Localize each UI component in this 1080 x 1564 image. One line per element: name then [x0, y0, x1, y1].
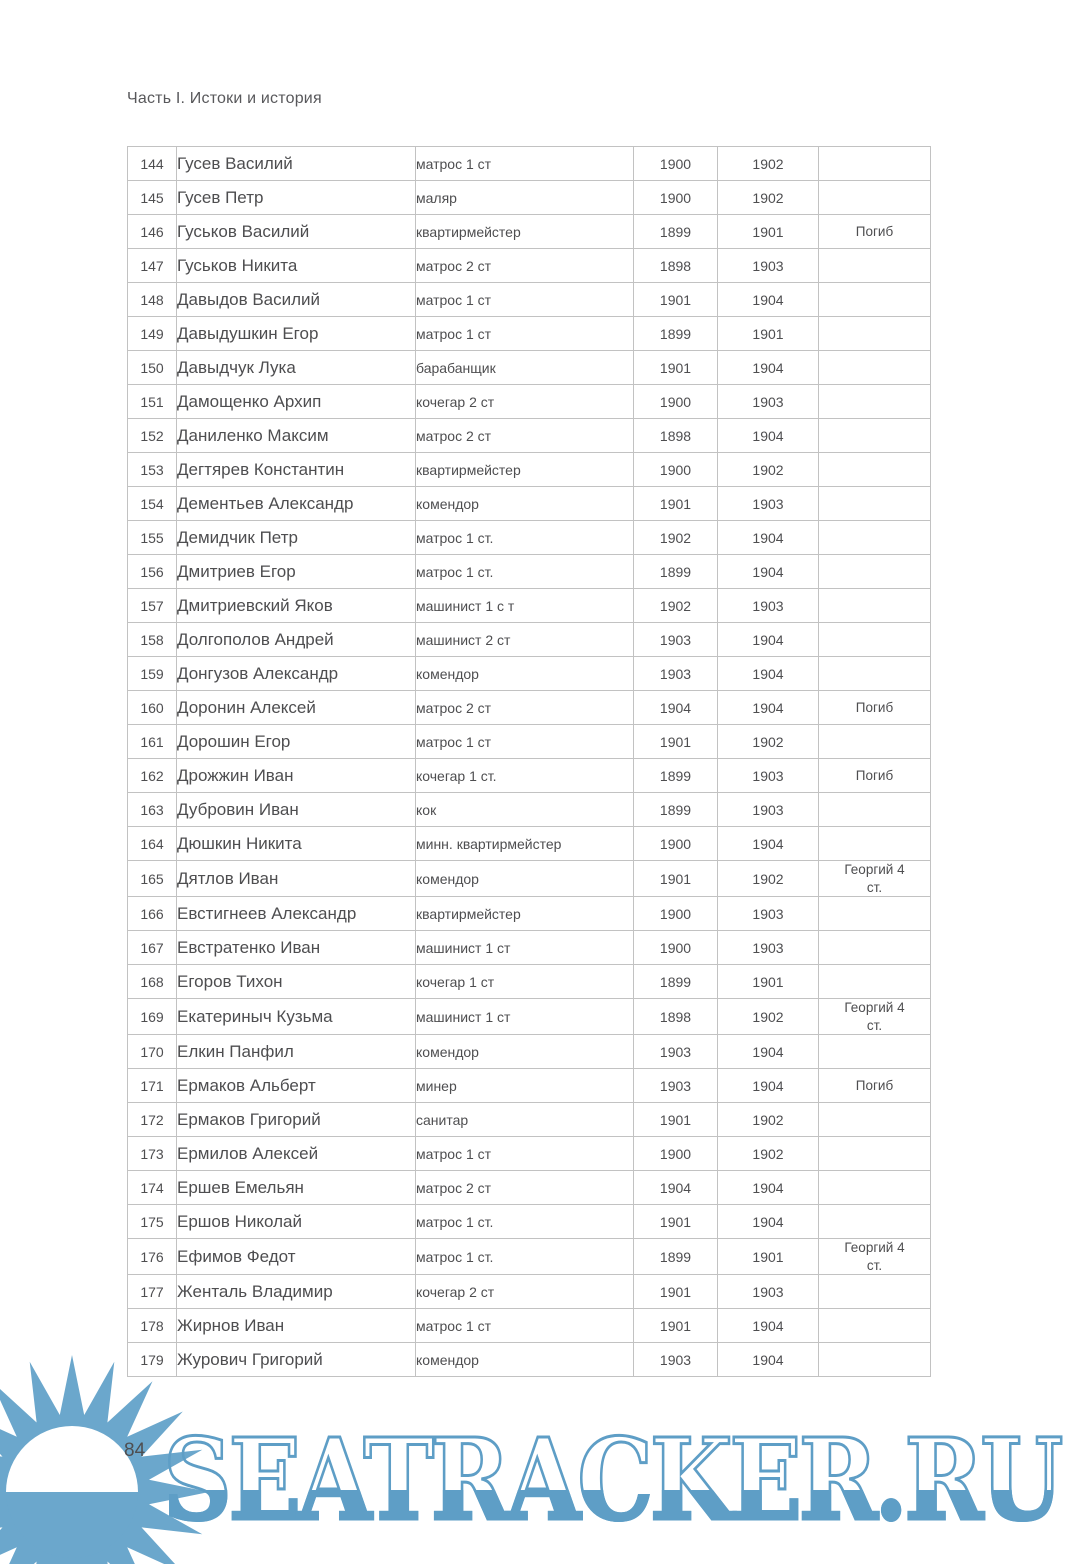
- note-cell: [819, 1103, 931, 1137]
- rank-cell: комендор: [416, 1035, 634, 1069]
- year-discharged-cell: 1902: [718, 1137, 819, 1171]
- note-cell: [819, 1069, 931, 1103]
- year-enlisted-cell: 1900: [634, 931, 718, 965]
- row-number-cell: 175: [128, 1205, 177, 1239]
- table-row: [128, 1103, 931, 1137]
- rank-cell: матрос 1 ст.: [416, 1239, 634, 1275]
- table-row: [128, 419, 931, 453]
- year-enlisted-cell: 1901: [634, 1275, 718, 1309]
- name-cell: Ершев Емельян: [177, 1171, 416, 1205]
- row-number-cell: 161: [128, 725, 177, 759]
- table-row: [128, 1275, 931, 1309]
- row-number-cell: 172: [128, 1103, 177, 1137]
- name-cell: Доронин Алексей: [177, 691, 416, 725]
- rank-cell: матрос 1 ст: [416, 147, 634, 181]
- note-cell: [819, 385, 931, 419]
- name-cell: Ермаков Альберт: [177, 1069, 416, 1103]
- rank-cell: кочегар 1 ст.: [416, 759, 634, 793]
- year-discharged-cell: 1902: [718, 999, 819, 1035]
- rank-cell: кочегар 2 ст: [416, 385, 634, 419]
- year-enlisted-cell: 1901: [634, 283, 718, 317]
- rank-cell: машинист 1 с т: [416, 589, 634, 623]
- table-row: [128, 181, 931, 215]
- year-enlisted-cell: 1903: [634, 1035, 718, 1069]
- rank-cell: комендор: [416, 1343, 634, 1377]
- note-cell: [819, 623, 931, 657]
- table-row: [128, 897, 931, 931]
- year-enlisted-cell: 1903: [634, 1069, 718, 1103]
- year-enlisted-cell: 1899: [634, 317, 718, 351]
- row-number-cell: 160: [128, 691, 177, 725]
- note-text: Георгий 4 ст.: [844, 862, 905, 895]
- year-discharged-cell: 1904: [718, 1035, 819, 1069]
- row-number-cell: 169: [128, 999, 177, 1035]
- note-cell: [819, 1343, 931, 1377]
- name-cell: Гусев Василий: [177, 147, 416, 181]
- table-row: [128, 1137, 931, 1171]
- name-cell: Гусев Петр: [177, 181, 416, 215]
- row-number-cell: 151: [128, 385, 177, 419]
- year-discharged-cell: 1901: [718, 317, 819, 351]
- name-cell: Демидчик Петр: [177, 521, 416, 555]
- table-row: [128, 793, 931, 827]
- row-number-cell: 157: [128, 589, 177, 623]
- year-discharged-cell: 1903: [718, 589, 819, 623]
- chapter-header: Часть I. Истоки и история: [127, 90, 322, 107]
- note-cell: [819, 897, 931, 931]
- rank-cell: матрос 1 ст: [416, 725, 634, 759]
- rank-cell: маляр: [416, 181, 634, 215]
- row-number-cell: 164: [128, 827, 177, 861]
- table-row: [128, 861, 931, 897]
- row-number-cell: 152: [128, 419, 177, 453]
- note-text: Погиб: [855, 767, 894, 783]
- year-discharged-cell: 1904: [718, 691, 819, 725]
- rank-cell: квартирмейстер: [416, 897, 634, 931]
- table-row: [128, 759, 931, 793]
- note-cell: [819, 1275, 931, 1309]
- year-discharged-cell: 1902: [718, 181, 819, 215]
- name-cell: Гуськов Никита: [177, 249, 416, 283]
- rank-cell: кочегар 2 ст: [416, 1275, 634, 1309]
- name-cell: Дятлов Иван: [177, 861, 416, 897]
- year-enlisted-cell: 1902: [634, 589, 718, 623]
- year-discharged-cell: 1903: [718, 897, 819, 931]
- table-row: [128, 351, 931, 385]
- year-discharged-cell: 1901: [718, 1239, 819, 1275]
- year-discharged-cell: 1904: [718, 1343, 819, 1377]
- rank-cell: матрос 1 ст: [416, 1137, 634, 1171]
- note-cell: [819, 1309, 931, 1343]
- year-enlisted-cell: 1899: [634, 215, 718, 249]
- rank-cell: матрос 1 ст.: [416, 1205, 634, 1239]
- name-cell: Евстратенко Иван: [177, 931, 416, 965]
- watermark-text: SEATRACKER.RU: [163, 1415, 1060, 1546]
- table-row: [128, 1239, 931, 1275]
- row-number-cell: 167: [128, 931, 177, 965]
- note-cell: [819, 453, 931, 487]
- page-number: 84: [124, 1440, 146, 1461]
- row-number-cell: 170: [128, 1035, 177, 1069]
- year-enlisted-cell: 1903: [634, 1343, 718, 1377]
- note-cell: [819, 521, 931, 555]
- row-number-cell: 154: [128, 487, 177, 521]
- name-cell: Даниленко Максим: [177, 419, 416, 453]
- note-cell: [819, 249, 931, 283]
- note-cell: [819, 555, 931, 589]
- note-cell: [819, 999, 931, 1035]
- name-cell: Журович Григорий: [177, 1343, 416, 1377]
- rank-cell: комендор: [416, 487, 634, 521]
- row-number-cell: 176: [128, 1239, 177, 1275]
- rank-cell: квартирмейстер: [416, 215, 634, 249]
- year-discharged-cell: 1904: [718, 657, 819, 691]
- year-discharged-cell: 1904: [718, 623, 819, 657]
- table-row: [128, 657, 931, 691]
- note-cell: [819, 827, 931, 861]
- name-cell: Дмитриев Егор: [177, 555, 416, 589]
- note-text: Георгий 4 ст.: [844, 1000, 905, 1033]
- name-cell: Елкин Панфил: [177, 1035, 416, 1069]
- row-number-cell: 150: [128, 351, 177, 385]
- name-cell: Евстигнеев Александр: [177, 897, 416, 931]
- table-row: [128, 283, 931, 317]
- row-number-cell: 158: [128, 623, 177, 657]
- note-cell: [819, 317, 931, 351]
- year-discharged-cell: 1904: [718, 521, 819, 555]
- table-row: [128, 827, 931, 861]
- table-row: [128, 317, 931, 351]
- name-cell: Дубровин Иван: [177, 793, 416, 827]
- rank-cell: матрос 2 ст: [416, 249, 634, 283]
- table-row: [128, 931, 931, 965]
- row-number-cell: 146: [128, 215, 177, 249]
- year-enlisted-cell: 1899: [634, 759, 718, 793]
- note-cell: [819, 419, 931, 453]
- rank-cell: машинист 1 ст: [416, 999, 634, 1035]
- table-row: [128, 589, 931, 623]
- year-discharged-cell: 1904: [718, 1171, 819, 1205]
- name-cell: Жирнов Иван: [177, 1309, 416, 1343]
- year-discharged-cell: 1902: [718, 725, 819, 759]
- note-cell: [819, 759, 931, 793]
- rank-cell: машинист 1 ст: [416, 931, 634, 965]
- table-row: [128, 555, 931, 589]
- year-discharged-cell: 1901: [718, 965, 819, 999]
- year-enlisted-cell: 1900: [634, 897, 718, 931]
- table-row: [128, 453, 931, 487]
- rank-cell: минер: [416, 1069, 634, 1103]
- year-enlisted-cell: 1902: [634, 521, 718, 555]
- year-discharged-cell: 1903: [718, 931, 819, 965]
- name-cell: Ефимов Федот: [177, 1239, 416, 1275]
- name-cell: Дмитриевский Яков: [177, 589, 416, 623]
- name-cell: Давыдов Василий: [177, 283, 416, 317]
- table-row: [128, 1171, 931, 1205]
- note-cell: [819, 215, 931, 249]
- year-enlisted-cell: 1898: [634, 999, 718, 1035]
- table-row: [128, 1205, 931, 1239]
- row-number-cell: 145: [128, 181, 177, 215]
- year-discharged-cell: 1903: [718, 385, 819, 419]
- row-number-cell: 179: [128, 1343, 177, 1377]
- table-row: [128, 215, 931, 249]
- year-discharged-cell: 1903: [718, 249, 819, 283]
- year-enlisted-cell: 1900: [634, 827, 718, 861]
- rank-cell: матрос 2 ст: [416, 691, 634, 725]
- year-enlisted-cell: 1898: [634, 249, 718, 283]
- name-cell: Дорошин Егор: [177, 725, 416, 759]
- name-cell: Дегтярев Константин: [177, 453, 416, 487]
- rank-cell: матрос 1 ст: [416, 1309, 634, 1343]
- name-cell: Дрожжин Иван: [177, 759, 416, 793]
- rank-cell: матрос 1 ст: [416, 317, 634, 351]
- year-discharged-cell: 1904: [718, 419, 819, 453]
- year-discharged-cell: 1904: [718, 1309, 819, 1343]
- row-number-cell: 162: [128, 759, 177, 793]
- row-number-cell: 177: [128, 1275, 177, 1309]
- row-number-cell: 153: [128, 453, 177, 487]
- row-number-cell: 148: [128, 283, 177, 317]
- year-discharged-cell: 1904: [718, 351, 819, 385]
- table-row: [128, 147, 931, 181]
- name-cell: Дементьев Александр: [177, 487, 416, 521]
- rank-cell: матрос 1 ст.: [416, 521, 634, 555]
- note-cell: [819, 1171, 931, 1205]
- name-cell: Ершов Николай: [177, 1205, 416, 1239]
- year-enlisted-cell: 1900: [634, 147, 718, 181]
- row-number-cell: 166: [128, 897, 177, 931]
- table-row: [128, 725, 931, 759]
- note-cell: [819, 861, 931, 897]
- table-row: [128, 385, 931, 419]
- year-enlisted-cell: 1903: [634, 623, 718, 657]
- crew-roster-table: [127, 146, 931, 1377]
- row-number-cell: 165: [128, 861, 177, 897]
- year-discharged-cell: 1902: [718, 453, 819, 487]
- table-row: [128, 999, 931, 1035]
- rank-cell: комендор: [416, 861, 634, 897]
- table-row: [128, 487, 931, 521]
- row-number-cell: 144: [128, 147, 177, 181]
- table-row: [128, 1035, 931, 1069]
- year-enlisted-cell: 1900: [634, 181, 718, 215]
- year-enlisted-cell: 1899: [634, 793, 718, 827]
- row-number-cell: 174: [128, 1171, 177, 1205]
- note-cell: [819, 1239, 931, 1275]
- note-cell: [819, 283, 931, 317]
- table-row: [128, 249, 931, 283]
- row-number-cell: 155: [128, 521, 177, 555]
- year-enlisted-cell: 1898: [634, 419, 718, 453]
- rank-cell: машинист 2 ст: [416, 623, 634, 657]
- rank-cell: матрос 2 ст: [416, 1171, 634, 1205]
- name-cell: Донгузов Александр: [177, 657, 416, 691]
- name-cell: Егоров Тихон: [177, 965, 416, 999]
- name-cell: Дамощенко Архип: [177, 385, 416, 419]
- year-enlisted-cell: 1901: [634, 1309, 718, 1343]
- year-enlisted-cell: 1900: [634, 453, 718, 487]
- rank-cell: матрос 1 ст.: [416, 555, 634, 589]
- note-cell: [819, 181, 931, 215]
- rank-cell: барабанщик: [416, 351, 634, 385]
- year-enlisted-cell: 1901: [634, 487, 718, 521]
- year-discharged-cell: 1901: [718, 215, 819, 249]
- year-enlisted-cell: 1901: [634, 861, 718, 897]
- year-discharged-cell: 1902: [718, 147, 819, 181]
- year-discharged-cell: 1904: [718, 1069, 819, 1103]
- rank-cell: матрос 1 ст: [416, 283, 634, 317]
- year-discharged-cell: 1903: [718, 1275, 819, 1309]
- note-cell: [819, 691, 931, 725]
- name-cell: Женталь Владимир: [177, 1275, 416, 1309]
- note-text: Погиб: [855, 223, 894, 239]
- note-cell: [819, 589, 931, 623]
- row-number-cell: 178: [128, 1309, 177, 1343]
- rank-cell: квартирмейстер: [416, 453, 634, 487]
- row-number-cell: 173: [128, 1137, 177, 1171]
- name-cell: Ермаков Григорий: [177, 1103, 416, 1137]
- year-enlisted-cell: 1901: [634, 725, 718, 759]
- year-enlisted-cell: 1904: [634, 1171, 718, 1205]
- year-discharged-cell: 1902: [718, 861, 819, 897]
- note-cell: [819, 487, 931, 521]
- year-enlisted-cell: 1901: [634, 1205, 718, 1239]
- rank-cell: минн. квартирмейстер: [416, 827, 634, 861]
- table-row: [128, 1309, 931, 1343]
- rank-cell: комендор: [416, 657, 634, 691]
- name-cell: Давыдушкин Егор: [177, 317, 416, 351]
- table-row: [128, 691, 931, 725]
- name-cell: Давыдчук Лука: [177, 351, 416, 385]
- table-row: [128, 1069, 931, 1103]
- row-number-cell: 149: [128, 317, 177, 351]
- year-discharged-cell: 1904: [718, 1205, 819, 1239]
- name-cell: Дюшкин Никита: [177, 827, 416, 861]
- year-enlisted-cell: 1903: [634, 657, 718, 691]
- row-number-cell: 156: [128, 555, 177, 589]
- name-cell: Гуськов Василий: [177, 215, 416, 249]
- note-text: Георгий 4 ст.: [844, 1240, 905, 1273]
- year-enlisted-cell: 1899: [634, 965, 718, 999]
- name-cell: Екатериныч Кузьма: [177, 999, 416, 1035]
- note-cell: [819, 1137, 931, 1171]
- year-enlisted-cell: 1900: [634, 1137, 718, 1171]
- year-enlisted-cell: 1904: [634, 691, 718, 725]
- note-cell: [819, 351, 931, 385]
- year-enlisted-cell: 1900: [634, 385, 718, 419]
- rank-cell: санитар: [416, 1103, 634, 1137]
- year-enlisted-cell: 1899: [634, 555, 718, 589]
- note-cell: [819, 965, 931, 999]
- note-cell: [819, 1035, 931, 1069]
- table-row: [128, 623, 931, 657]
- note-cell: [819, 793, 931, 827]
- roster-body: [128, 147, 931, 1377]
- note-cell: [819, 725, 931, 759]
- year-discharged-cell: 1902: [718, 1103, 819, 1137]
- table-row: [128, 1343, 931, 1377]
- note-cell: [819, 1205, 931, 1239]
- name-cell: Долгополов Андрей: [177, 623, 416, 657]
- row-number-cell: 159: [128, 657, 177, 691]
- rank-cell: кок: [416, 793, 634, 827]
- note-cell: [819, 931, 931, 965]
- row-number-cell: 147: [128, 249, 177, 283]
- year-discharged-cell: 1904: [718, 555, 819, 589]
- note-cell: [819, 657, 931, 691]
- rank-cell: кочегар 1 ст: [416, 965, 634, 999]
- year-discharged-cell: 1903: [718, 793, 819, 827]
- row-number-cell: 168: [128, 965, 177, 999]
- year-enlisted-cell: 1899: [634, 1239, 718, 1275]
- rank-cell: матрос 2 ст: [416, 419, 634, 453]
- note-text: Погиб: [855, 1077, 894, 1093]
- year-discharged-cell: 1903: [718, 759, 819, 793]
- year-discharged-cell: 1903: [718, 487, 819, 521]
- row-number-cell: 163: [128, 793, 177, 827]
- year-discharged-cell: 1904: [718, 283, 819, 317]
- row-number-cell: 171: [128, 1069, 177, 1103]
- table-row: [128, 521, 931, 555]
- year-enlisted-cell: 1901: [634, 351, 718, 385]
- year-enlisted-cell: 1901: [634, 1103, 718, 1137]
- note-cell: [819, 147, 931, 181]
- year-discharged-cell: 1904: [718, 827, 819, 861]
- name-cell: Ермилов Алексей: [177, 1137, 416, 1171]
- table-row: [128, 965, 931, 999]
- note-text: Погиб: [855, 699, 894, 715]
